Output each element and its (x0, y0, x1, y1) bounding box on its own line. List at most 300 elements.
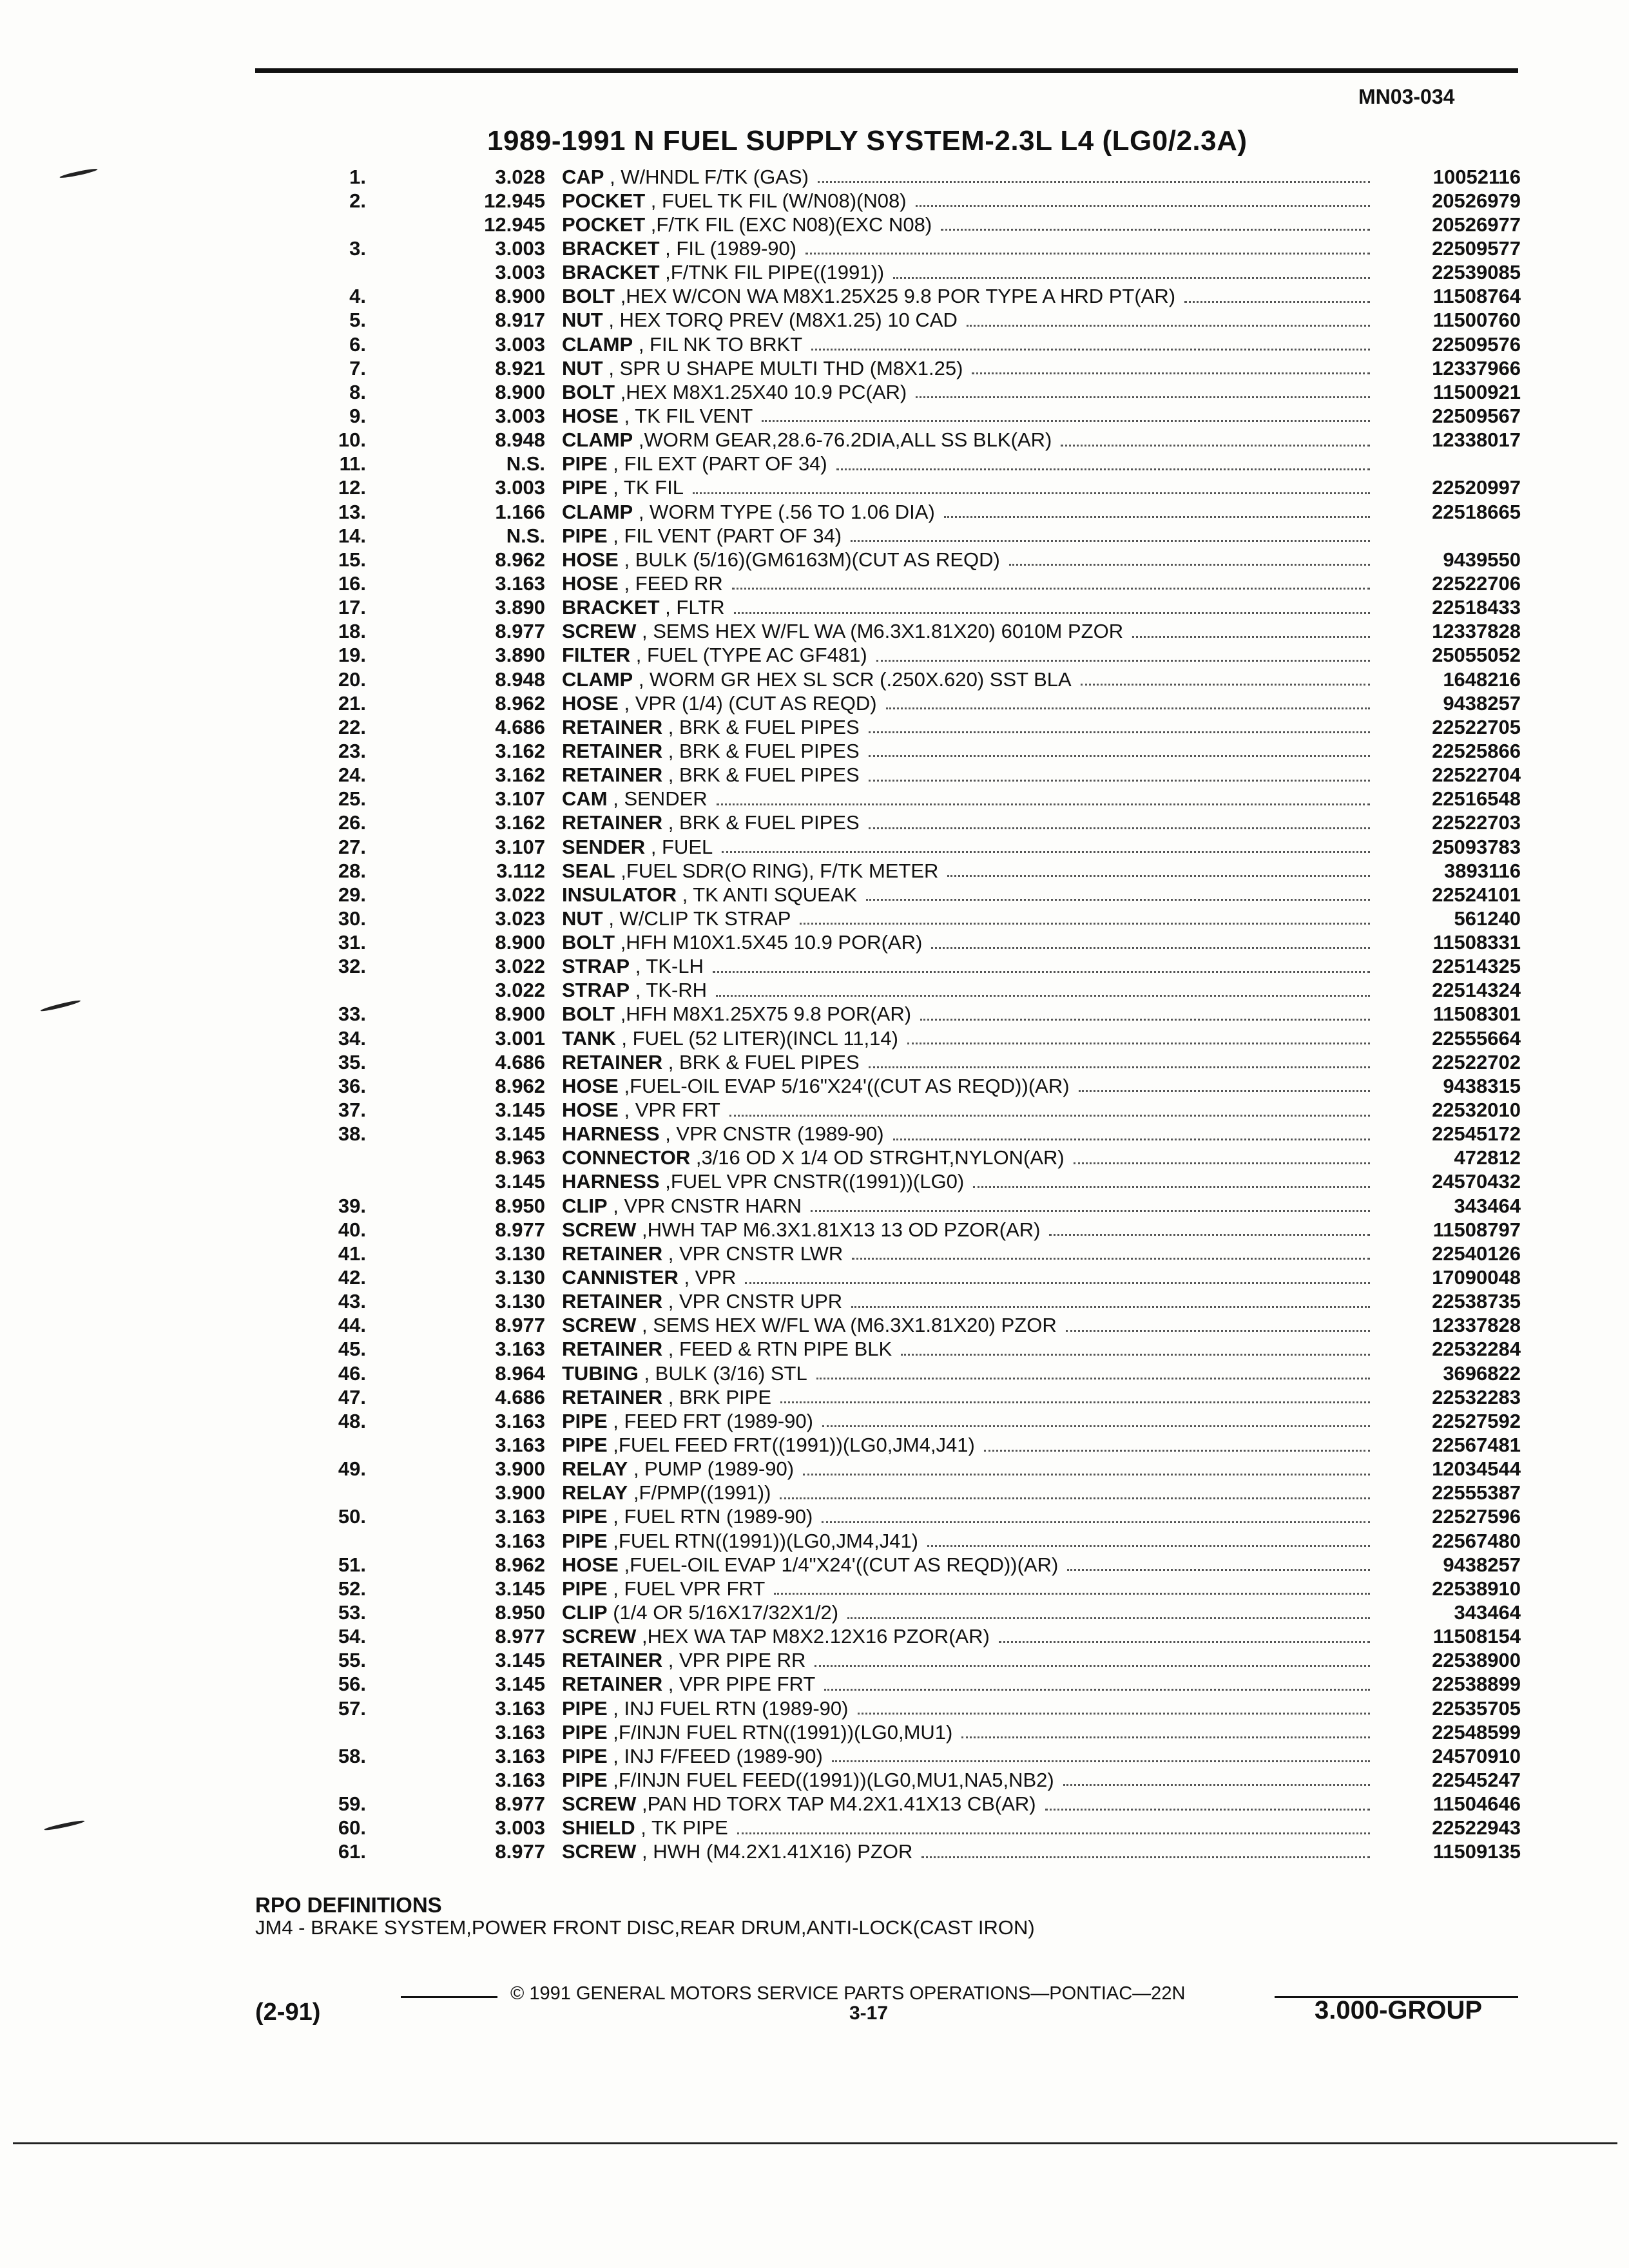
part-description (562, 668, 1072, 691)
part-detail: ,F/PMP((1991)) (628, 1481, 771, 1504)
item-number: 4. (349, 285, 366, 308)
part-number: 22567480 (1432, 1529, 1521, 1552)
part-number: 22535705 (1432, 1696, 1521, 1720)
part-description (562, 381, 907, 404)
group-number: 3.003 (495, 236, 545, 260)
part-name: NUT (562, 356, 603, 380)
part-description (562, 1625, 990, 1648)
dot-leader (832, 1760, 1370, 1762)
group-number: 8.948 (495, 428, 545, 452)
part-name: RELAY (562, 1481, 628, 1504)
part-detail: , VPR (678, 1266, 737, 1289)
part-description (562, 189, 907, 213)
item-number: 43. (338, 1290, 366, 1313)
part-row (277, 1457, 1521, 1481)
group-number: 3.900 (495, 1457, 545, 1481)
group-number: 1.166 (495, 500, 545, 523)
part-detail: , FEED RR (618, 572, 723, 595)
part-number: 22522704 (1432, 764, 1521, 787)
group-number: 3.003 (495, 261, 545, 284)
dot-leader (774, 1593, 1370, 1595)
part-row (277, 236, 1521, 260)
part-name: STRAP (562, 955, 630, 978)
part-detail: , WORM GR HEX SL SCR (.250X.620) SST BLA (633, 668, 1072, 691)
part-number: 25093783 (1432, 835, 1521, 858)
part-detail: , SEMS HEX W/FL WA (M6.3X1.81X20) PZOR (636, 1314, 1057, 1337)
part-row (277, 859, 1521, 883)
group-number: 3.003 (495, 404, 545, 427)
part-number: 22538900 (1432, 1649, 1521, 1672)
part-row (277, 1553, 1521, 1577)
part-name: INSULATOR (562, 883, 677, 906)
item-number: 5. (349, 309, 366, 332)
item-number: 26. (338, 811, 366, 834)
part-name: CLIP (562, 1601, 608, 1624)
part-detail: , TK-LH (630, 955, 704, 978)
group-number: N.S. (506, 524, 545, 547)
group-number: 3.003 (495, 1816, 545, 1840)
part-name: SEAL (562, 859, 615, 882)
part-description (562, 1051, 860, 1074)
part-row (277, 1194, 1521, 1218)
dot-leader (811, 1210, 1370, 1212)
part-row (277, 1816, 1521, 1840)
part-detail: , FIL (1989-90) (659, 236, 797, 260)
item-number: 8. (349, 380, 366, 403)
part-name: BRACKET (562, 261, 660, 284)
part-detail: , HWH (M4.2X1.41X16) PZOR (636, 1840, 913, 1863)
part-detail: , TK ANTI SQUEAK (676, 883, 858, 906)
group-number: 3.145 (495, 1099, 545, 1122)
part-description (562, 764, 860, 787)
part-row (277, 1505, 1521, 1529)
part-name: RELAY (562, 1457, 628, 1481)
part-number: 22538899 (1432, 1673, 1521, 1696)
part-row (277, 332, 1521, 356)
part-name: SCREW (562, 620, 637, 643)
group-number: 3.130 (495, 1290, 545, 1313)
footer-page-number: 3-17 (849, 2003, 889, 2024)
header-rule (255, 68, 1518, 73)
part-name: SENDER (562, 835, 646, 858)
footer-rule-left (401, 1996, 497, 1998)
item-number: 11. (339, 452, 366, 476)
item-number: 40. (338, 1218, 366, 1241)
part-name: HOSE (562, 548, 619, 571)
part-description (562, 931, 922, 954)
part-number: 20526979 (1432, 189, 1521, 212)
dot-leader (886, 707, 1370, 709)
part-detail: , VPR CNSTR LWR (662, 1242, 843, 1265)
punch-mark (40, 999, 81, 1012)
dot-leader (972, 372, 1370, 374)
part-detail: , VPR FRT (618, 1099, 720, 1122)
item-number: 57. (338, 1696, 366, 1720)
part-number: 22545247 (1432, 1768, 1521, 1791)
part-number: 11500921 (1432, 380, 1521, 403)
part-name: PIPE (562, 1720, 608, 1744)
part-detail: ,F/INJN FUEL FEED((1991))(LG0,MU1,NA5,NB2) (607, 1768, 1054, 1791)
group-number: 8.977 (495, 1218, 545, 1241)
part-number: 22527596 (1432, 1505, 1521, 1528)
part-detail: , FUEL (52 LITER)(INCL 11,14) (615, 1026, 898, 1050)
dot-leader (836, 468, 1370, 470)
part-name: BRACKET (562, 596, 660, 619)
part-number: 22555387 (1432, 1481, 1521, 1504)
dot-leader (1061, 445, 1370, 447)
part-detail: ,FUEL FEED FRT((1991))(LG0,JM4,J41) (607, 1434, 975, 1457)
dot-leader (805, 253, 1370, 255)
part-number: 12337828 (1432, 620, 1521, 643)
item-number: 46. (338, 1361, 366, 1385)
part-row (277, 1409, 1521, 1433)
part-number: 9438257 (1443, 691, 1521, 715)
part-detail: , BULK (3/16) STL (638, 1361, 807, 1385)
part-row (277, 428, 1521, 452)
part-name: PIPE (562, 1696, 608, 1720)
item-number: 53. (338, 1601, 366, 1624)
group-number: 3.163 (495, 1529, 545, 1552)
part-name: PIPE (562, 1434, 608, 1457)
part-number: 11508301 (1432, 1003, 1521, 1026)
part-name: PIPE (562, 524, 608, 547)
part-detail: , BRK & FUEL PIPES (662, 715, 860, 738)
part-name: CLIP (562, 1194, 608, 1217)
part-description (562, 476, 684, 499)
part-row (277, 1385, 1521, 1409)
part-number: 22522702 (1432, 1050, 1521, 1073)
part-detail: , SPR U SHAPE MULTI THD (M8X1.25) (602, 356, 963, 380)
item-number: 54. (338, 1625, 366, 1648)
part-detail: , BRK & FUEL PIPES (662, 1050, 860, 1073)
part-row (277, 261, 1521, 285)
part-name: NUT (562, 309, 603, 332)
part-detail: , TK-RH (630, 979, 708, 1002)
item-number: 27. (338, 835, 366, 858)
group-number: 3.023 (495, 907, 545, 930)
part-row (277, 644, 1521, 668)
group-number: 3.022 (495, 979, 545, 1002)
dot-leader (866, 899, 1370, 901)
dot-leader (999, 1641, 1370, 1643)
part-description (562, 1457, 794, 1481)
dot-leader (920, 1019, 1370, 1021)
group-number: 8.917 (495, 309, 545, 332)
part-description (562, 1721, 952, 1744)
item-number: 39. (338, 1194, 366, 1217)
part-row (277, 691, 1521, 715)
part-description (562, 1266, 736, 1289)
part-detail: ,HWH TAP M6.3X1.81X13 13 OD PZOR(AR) (636, 1218, 1041, 1241)
dot-leader (851, 1306, 1370, 1308)
dot-leader (852, 1258, 1370, 1260)
part-detail: , SENDER (607, 787, 708, 811)
part-row (277, 1122, 1521, 1146)
item-number: 24. (338, 764, 366, 787)
part-description (562, 1290, 842, 1313)
part-row (277, 1003, 1521, 1026)
part-name: NUT (562, 907, 603, 930)
part-number: 1648216 (1443, 668, 1521, 691)
part-name: HOSE (562, 1074, 619, 1097)
group-number: 3.162 (495, 811, 545, 834)
part-number: 343464 (1454, 1194, 1521, 1217)
part-row (277, 1649, 1521, 1673)
copyright: © 1991 GENERAL MOTORS SERVICE PARTS OPERATIONS—PONTIAC—22N (510, 1983, 1186, 2004)
part-number: 22514325 (1432, 955, 1521, 978)
group-number: 3.022 (495, 883, 545, 906)
dot-leader (716, 995, 1370, 997)
group-number: 3.028 (495, 165, 545, 188)
part-name: RETAINER (562, 1050, 663, 1073)
group-number: 4.686 (495, 1385, 545, 1408)
group-number: 3.003 (495, 476, 545, 499)
part-detail: ,HEX W/CON WA M8X1.25X25 9.8 POR TYPE A HRD PT(AR) (615, 285, 1176, 308)
part-detail: , FEED FRT (1989-90) (607, 1409, 813, 1432)
part-name: PIPE (562, 1529, 608, 1552)
dot-leader (1049, 1234, 1370, 1236)
part-number: 22509577 (1432, 236, 1521, 260)
group-number: 4.686 (495, 715, 545, 738)
item-number: 13. (338, 500, 366, 523)
part-row (277, 189, 1521, 213)
part-row (277, 524, 1521, 548)
item-number: 28. (338, 859, 366, 882)
part-row (277, 1840, 1521, 1864)
item-number: 22. (338, 715, 366, 738)
part-description (562, 716, 860, 739)
part-number: 472812 (1454, 1146, 1521, 1169)
group-number: 8.977 (495, 1314, 545, 1337)
group-number: 8.948 (495, 668, 545, 691)
part-row (277, 356, 1521, 380)
part-number: 22516548 (1432, 787, 1521, 811)
part-name: CLAMP (562, 428, 633, 452)
dot-leader (824, 1689, 1370, 1691)
part-name: SCREW (562, 1840, 637, 1863)
part-detail: , VPR PIPE RR (662, 1649, 806, 1672)
part-description (562, 596, 725, 619)
item-number: 38. (338, 1122, 366, 1146)
part-number: 22518433 (1432, 596, 1521, 619)
item-number: 37. (338, 1099, 366, 1122)
group-number: 3.163 (495, 1505, 545, 1528)
part-row (277, 1577, 1521, 1600)
part-detail: ,F/TNK FIL PIPE((1991)) (659, 261, 885, 284)
group-number: 3.145 (495, 1649, 545, 1672)
part-detail: , FIL NK TO BRKT (633, 332, 803, 356)
dot-leader (1184, 301, 1370, 303)
dot-leader (815, 1665, 1370, 1667)
part-description (562, 1577, 765, 1600)
part-name: POCKET (562, 189, 646, 212)
dot-leader (876, 660, 1370, 662)
item-number: 61. (338, 1840, 366, 1863)
part-description (562, 1170, 964, 1193)
part-detail: , W/HNDL F/TK (GAS) (604, 165, 809, 188)
part-row (277, 668, 1521, 691)
dot-leader (816, 1378, 1370, 1379)
part-detail: (1/4 OR 5/16X17/32X1/2) (607, 1601, 839, 1624)
group-number: 3.890 (495, 644, 545, 667)
part-number: 22538910 (1432, 1577, 1521, 1600)
group-number: 3.130 (495, 1266, 545, 1289)
part-row (277, 1026, 1521, 1050)
part-number: 20526977 (1432, 213, 1521, 236)
part-name: PIPE (562, 452, 608, 476)
part-detail: , WORM TYPE (.56 TO 1.06 DIA) (633, 500, 935, 523)
dot-leader (1132, 636, 1370, 638)
dot-leader (973, 1186, 1370, 1188)
item-number: 41. (338, 1242, 366, 1265)
part-row (277, 835, 1521, 859)
item-number: 12. (338, 476, 366, 499)
dot-leader (811, 349, 1370, 351)
part-name: RETAINER (562, 811, 663, 834)
part-row (277, 1744, 1521, 1768)
part-detail: ,FUEL-OIL EVAP 5/16"X24'((CUT AS REQD))(AR) (618, 1074, 1070, 1097)
dot-leader (713, 971, 1370, 973)
dot-leader (858, 1713, 1371, 1715)
part-row (277, 572, 1521, 595)
part-description (562, 1410, 813, 1433)
part-detail: , FLTR (659, 596, 725, 619)
part-number: 22524101 (1432, 883, 1521, 906)
part-name: PIPE (562, 1768, 608, 1791)
part-description (562, 1003, 911, 1026)
part-number: 22527592 (1432, 1409, 1521, 1432)
group-number: 3.022 (495, 955, 545, 978)
item-number: 56. (338, 1673, 366, 1696)
part-detail: ,PAN HD TORX TAP M4.2X1.41X13 CB(AR) (636, 1792, 1036, 1816)
part-row (277, 1338, 1521, 1361)
part-number: 561240 (1454, 907, 1521, 930)
part-detail: , TK PIPE (635, 1816, 728, 1840)
item-number: 35. (338, 1050, 366, 1073)
part-detail: ,F/TK FIL (EXC N08)(EXC N08) (645, 213, 932, 236)
group-number: 3.163 (495, 1338, 545, 1361)
dot-leader (847, 1617, 1370, 1619)
part-number: 22532283 (1432, 1385, 1521, 1408)
dot-leader (737, 1832, 1370, 1834)
part-description (562, 1146, 1065, 1169)
part-detail: , INJ F/FEED (1989-90) (607, 1744, 823, 1767)
item-number: 17. (338, 596, 366, 619)
dot-leader (851, 540, 1370, 542)
part-description (562, 524, 842, 548)
group-number: 3.130 (495, 1242, 545, 1265)
part-row (277, 1720, 1521, 1744)
part-name: POCKET (562, 213, 646, 236)
item-number: 60. (338, 1816, 366, 1840)
group-number: 3.163 (495, 1409, 545, 1432)
part-row (277, 1265, 1521, 1289)
part-name: SCREW (562, 1792, 637, 1816)
part-name: RETAINER (562, 1242, 663, 1265)
part-description (562, 740, 860, 763)
part-number: 9438315 (1443, 1074, 1521, 1097)
part-row (277, 1625, 1521, 1649)
group-number: 3.145 (495, 1673, 545, 1696)
part-number: 24570910 (1432, 1744, 1521, 1767)
item-number: 30. (338, 907, 366, 930)
dot-leader (780, 1401, 1370, 1403)
group-number: 3.163 (495, 1696, 545, 1720)
part-row (277, 500, 1521, 524)
part-number: 22538735 (1432, 1290, 1521, 1313)
dot-leader (1045, 1809, 1370, 1811)
part-row (277, 309, 1521, 332)
part-row (277, 1050, 1521, 1074)
dot-leader (984, 1450, 1370, 1452)
part-description (562, 1840, 912, 1863)
part-description (562, 1242, 843, 1265)
dot-leader (822, 1425, 1370, 1427)
part-detail: ,HEX WA TAP M8X2.12X16 PZOR(AR) (636, 1625, 990, 1648)
dot-leader (961, 1736, 1370, 1738)
part-description (562, 1122, 884, 1146)
page-code: MN03-034 (1358, 85, 1455, 108)
part-row (277, 1529, 1521, 1553)
part-description (562, 1481, 771, 1504)
part-row (277, 931, 1521, 955)
dot-leader (717, 803, 1370, 805)
dot-leader (916, 205, 1370, 207)
part-description (562, 644, 867, 667)
part-number: 22509576 (1432, 332, 1521, 356)
part-detail: , BRK & FUEL PIPES (662, 739, 860, 762)
dot-leader (729, 1115, 1370, 1117)
part-detail: , FUEL TK FIL (W/N08)(N08) (645, 189, 907, 212)
item-number: 9. (349, 404, 366, 427)
group-number: 8.900 (495, 380, 545, 403)
part-detail: ,HEX M8X1.25X40 10.9 PC(AR) (615, 380, 907, 403)
part-row (277, 715, 1521, 739)
dot-leader (1063, 1784, 1370, 1786)
dot-leader (931, 947, 1370, 949)
part-row (277, 548, 1521, 572)
part-name: CAM (562, 787, 608, 811)
group-number: 3.162 (495, 764, 545, 787)
item-number: 25. (338, 787, 366, 811)
part-description (562, 1434, 975, 1457)
dot-leader (800, 923, 1370, 925)
item-number: 10. (338, 428, 366, 452)
part-row (277, 596, 1521, 620)
part-number: 22545172 (1432, 1122, 1521, 1146)
part-description (562, 1673, 815, 1696)
part-row (277, 213, 1521, 236)
part-name: PIPE (562, 1744, 608, 1767)
part-name: PIPE (562, 476, 608, 499)
part-name: RETAINER (562, 739, 663, 762)
part-row (277, 883, 1521, 907)
dot-leader (944, 516, 1370, 518)
dot-leader (818, 181, 1370, 183)
group-number: 3.163 (495, 1768, 545, 1791)
part-name: HARNESS (562, 1122, 660, 1146)
dot-leader (780, 1497, 1370, 1499)
part-detail: , FUEL (645, 835, 713, 858)
group-number: 8.950 (495, 1194, 545, 1217)
item-number: 33. (338, 1003, 366, 1026)
item-number: 50. (338, 1505, 366, 1528)
part-number: 22548599 (1432, 1720, 1521, 1744)
part-description (562, 501, 935, 524)
part-name: BOLT (562, 285, 615, 308)
dot-leader (916, 396, 1370, 398)
part-name: BRACKET (562, 236, 660, 260)
